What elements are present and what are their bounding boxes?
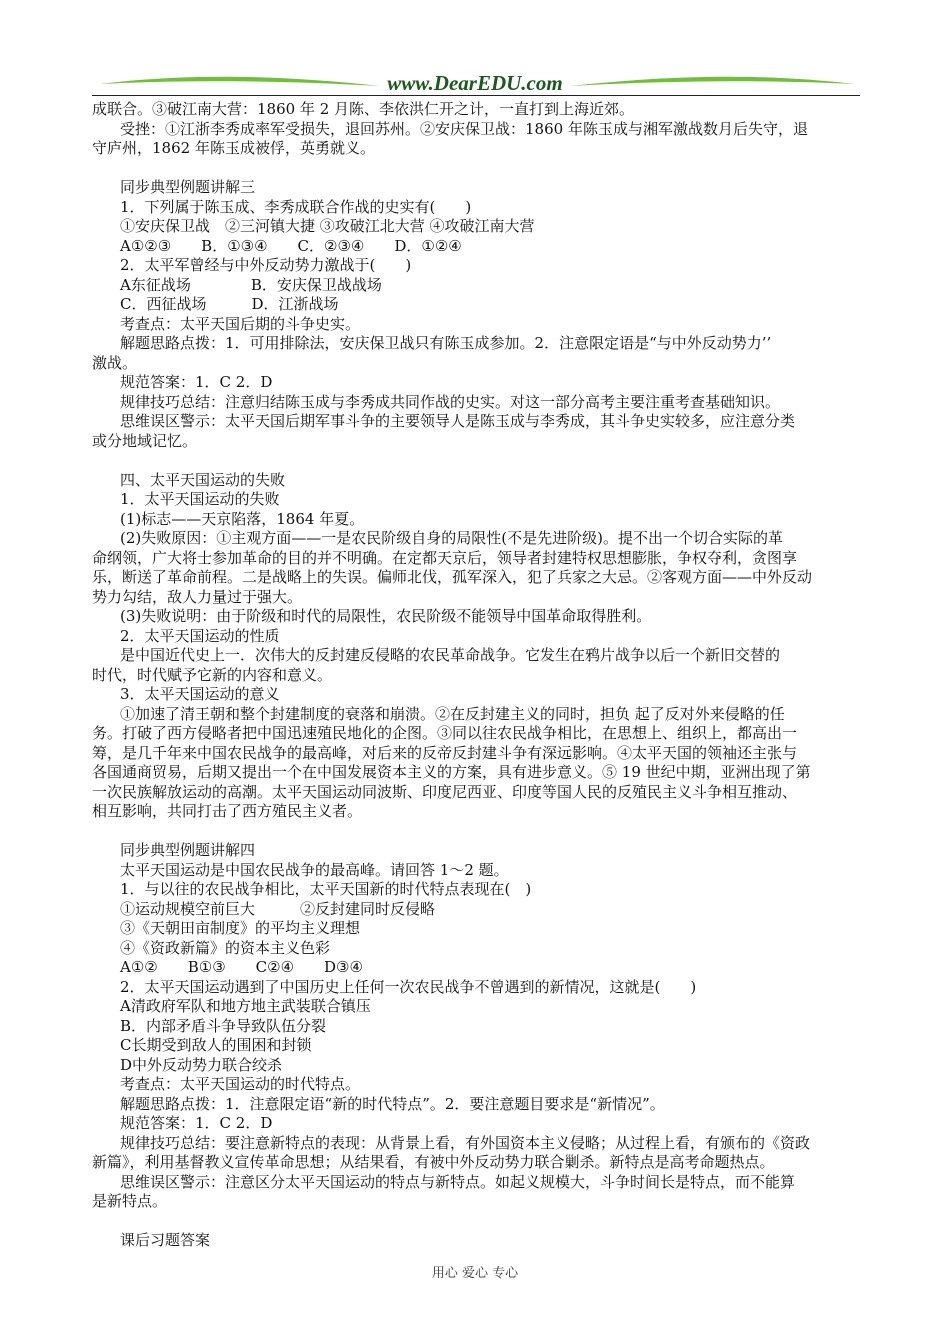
page-footer: 用心 爱心 专心 [431,1266,519,1281]
text-line: 1．太平天国运动的失败 [120,490,280,508]
text-line: 四、太平天国运动的失败 [120,470,286,489]
text-line: 同步典型例题讲解三 [120,178,256,196]
blank-line [92,822,860,842]
text-line: 思维误区警示：注意区分太平天国运动的特点与新特点。如起义规模大，斗争时间长是特点，而不能算 [120,1172,796,1191]
text-line: 一次民族解放运动的高潮。太平天国运动同波斯、印度尼西亚、印度等国人民的反殖民主义斗争相互推动、 [92,782,798,801]
text-line: A①② B①③ C②④ D③④ [120,958,363,976]
text-line: 或分地域记忆。 [92,431,198,450]
text-line: 受挫：①江浙李秀成率军受损失，退回苏州。②安庆保卫战：1860 年陈玉成与湘军激战数月后失守，退 [120,119,808,138]
text-line: 时代，时代赋予它新的内容和意义。 [92,665,333,684]
text-line: 规律技巧总结：要注意新特点的表现：从背景上看，有外国资本主义侵略；从过程上看，有颁布的《资政 [120,1133,811,1152]
text-line: 新篇》，利用基督教义宣传革命思想；从结果看，有被中外反动势力联合剿杀。新特点是高考命题热点。 [92,1153,775,1171]
site-logo-text: www.DearEDU.com [387,71,563,95]
text-line: A①②③ B．①③④ C．②③④ D．①②④ [120,236,462,255]
text-line: 考查点：太平天国运动的时代特点。 [120,1075,361,1093]
text-line: 势力勾结，敌人力量过于强大。 [92,587,303,606]
header-divider [92,95,860,96]
blank-line [92,159,860,179]
text-line: D中外反动势力联合绞杀 [120,1055,283,1074]
text-line: 是中国近代史上一．次伟大的反封建反侵略的农民革命战争。它发生在鸦片战争以后一个新旧交替的 [120,646,781,664]
text-line: C长期受到敌人的围困和封锁 [120,1036,312,1054]
text-line: 课后习题答案 [120,1231,211,1249]
text-line: 1．下列属于陈玉成、李秀成联合作战的史实有( ) [120,197,472,216]
text-line: 筹，是几千年来中国农民战争的最高峰，对后来的反帝反封建斗争有深远影响。④太平天国的领袖还主张与 [92,743,798,762]
text-line: 激战。 [92,353,138,372]
text-line: 规范答案：1．C 2．D [120,1114,273,1132]
text-line: 1．与以往的农民战争相比，太平天国新的时代特点表现在( ) [120,880,532,898]
text-line: 解题思路点拨：1．可用排除法，安庆保卫战只有陈玉成参加。2．注意限定语是“与中外反动势力’’ [120,334,772,352]
text-line: 守庐州，1862 年陈玉成被俘，英勇就义。 [92,139,375,157]
blank-line [92,1212,860,1232]
text-line: (3)失败说明：由于阶级和时代的局限性，农民阶级不能领导中国革命取得胜利。 [120,607,652,625]
text-line: 成联合。③破江南大营：1860 年 2 月陈、李依洪仁开之计，一直打到上海近郊。 [92,100,635,118]
text-line: (1)标志——天京陷落，1864 年夏。 [120,509,365,528]
text-line: 2．太平军曾经与中外反动势力激战于( ) [120,256,412,274]
text-line: 是新特点。 [92,1192,168,1210]
text-line: ①运动规模空前巨大 ②反封建同时反侵略 [120,899,436,918]
text-line: ③《天朝田亩制度》的平均主义理想 [120,919,361,937]
document-body [92,100,860,1251]
text-line: 规律技巧总结：注意归结陈玉成与李秀成共同作战的史实。对这一部分高考主要注重考查基础知识。 [120,392,781,411]
text-line: ④《资政新篇》的资本主义色彩 [120,938,331,957]
text-line: ①加速了清王朝和整个封建制度的衰落和崩溃。②在反封建主义的同时，担负 起了反对外来侵略的任 [120,704,785,723]
text-line: 太平天国运动是中国农民战争的最高峰。请回答 1～2 题。 [120,860,509,879]
text-line: 务。打破了西方侵略者把中国迅速殖民地化的企图。③同以往农民战争相比，在思想上、组织上，都高出一 [92,724,798,742]
text-line: 2．太平天国运动遇到了中国历史上任何一次农民战争不曾遇到的新情况，这就是( ) [120,977,697,996]
text-line: 各国通商贸易，后期又提出一个在中国发展资本主义的方案，具有进步意义。⑤ 19 世纪中期，亚洲出现了第 [92,763,811,781]
text-line: A清政府军队和地方地主武装联合镇压 [120,997,371,1015]
text-line: 乐，断送了革命前程。二是战略上的失误。偏师北伐，孤军深入，犯了兵家之大忌。②客观方面——中外反动 [92,568,813,586]
text-line: ①安庆保卫战 ②三河镇大捷 ③攻破江北大营 ④攻破江南大营 [120,217,535,235]
dearedu-logo [90,66,860,102]
text-line: 解题思路点拨：1．注意限定语“新的时代特点”。2．要注意题目要求是“新情况”。 [120,1094,665,1113]
text-line: 同步典型例题讲解四 [120,841,256,859]
text-line: 2．太平天国运动的性质 [120,626,280,645]
text-line: (2)失败原因：①主观方面——一是农民阶级自身的局限性(不是先进阶级)。提不出一个切合实际的革 [120,529,783,547]
text-line: C．西征战场 D．江浙战场 [120,295,339,313]
text-line: B．内部矛盾斗争导致队伍分裂 [120,1016,327,1035]
text-line: A东征战场 B．安庆保卫战战场 [120,275,382,294]
text-line: 相互影响，共同打击了西方殖民主义者。 [92,802,363,820]
left-swoosh-icon [100,77,380,86]
text-line: 命纲领，广大将士参加革命的目的并不明确。在定都天京后，领导者封建特权思想膨胀，争权夺利，贪图享 [92,548,798,567]
text-line: 考查点：太平天国后期的斗争史实。 [120,314,361,333]
right-swoosh-icon [570,77,855,86]
blank-line [92,451,860,471]
text-line: 规范答案：1．C 2．D [120,373,273,391]
text-line: 3．太平天国运动的意义 [120,685,280,703]
page-header [90,66,860,102]
text-line: 思维误区警示：太平天国后期军事斗争的主要领导人是陈玉成与李秀成，其斗争史实较多，应注意分类 [120,412,796,430]
